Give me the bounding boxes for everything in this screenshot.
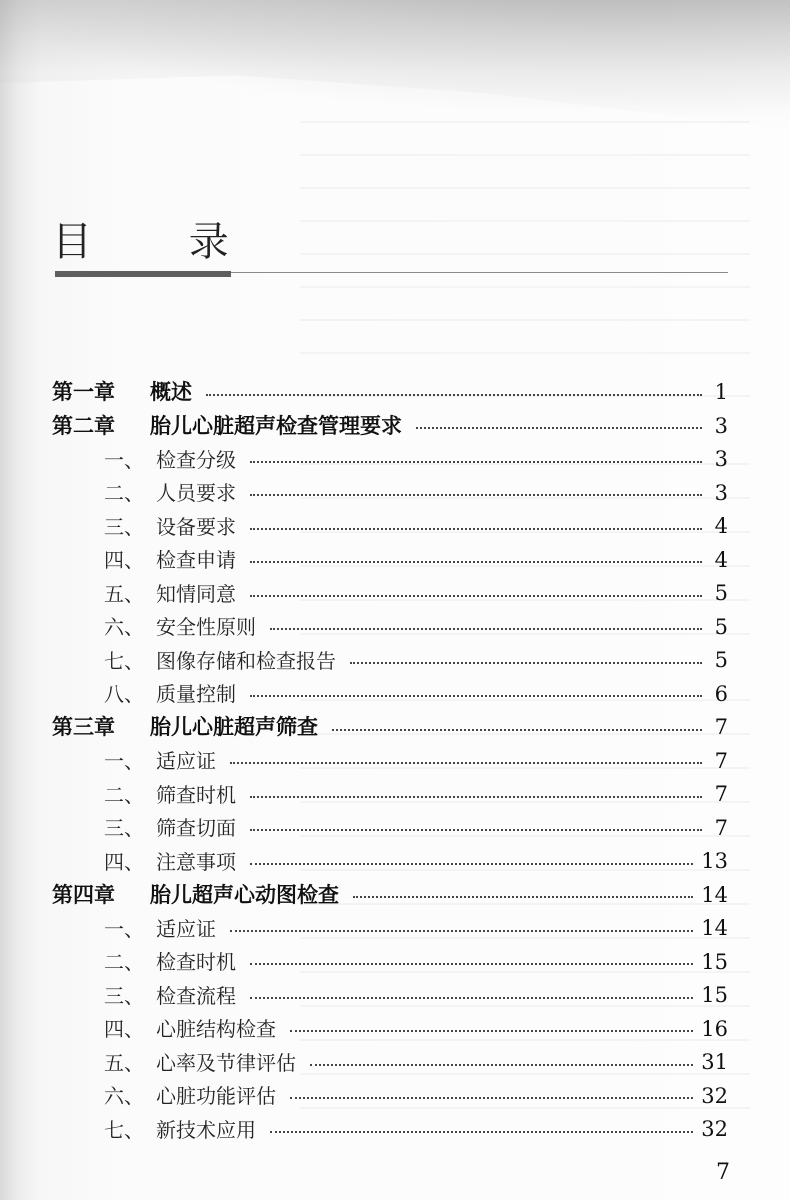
toc-entry[interactable]: [52, 745, 728, 779]
toc-entry[interactable]: [52, 477, 728, 511]
page-number: 13: [701, 849, 728, 874]
dot-leader: [290, 1097, 693, 1099]
page-number: 1: [714, 380, 728, 405]
page-folio: 7: [716, 1160, 730, 1185]
page-shadow: [0, 0, 790, 130]
section-title: 心脏结构检查: [156, 1017, 276, 1042]
dot-leader: [230, 930, 693, 932]
dot-leader: [250, 863, 693, 865]
chapter-title: 胎儿心脏超声检查管理要求: [150, 413, 402, 438]
section-title: 知情同意: [156, 581, 236, 606]
chapter-title: 概述: [150, 380, 192, 405]
toc-entry[interactable]: [52, 1113, 728, 1147]
page-number: 5: [714, 648, 728, 673]
page-number: 15: [701, 983, 728, 1008]
toc-entry[interactable]: [52, 410, 728, 444]
dot-leader: [250, 595, 702, 597]
toc-entry[interactable]: [52, 1013, 728, 1047]
chapter-number: 第二章: [52, 413, 115, 438]
page-number: 3: [714, 480, 728, 505]
chapter-title: 胎儿超声心动图检查: [150, 882, 339, 907]
section-title: 心脏功能评估: [156, 1084, 276, 1109]
section-number: 三、: [104, 816, 144, 841]
toc-entry[interactable]: [52, 376, 728, 410]
section-title: 新技术应用: [156, 1117, 256, 1142]
page-number: 7: [714, 782, 728, 807]
section-title: 质量控制: [156, 682, 236, 707]
section-number: 五、: [104, 1050, 144, 1075]
section-number: 七、: [104, 648, 144, 673]
dot-leader: [250, 461, 702, 463]
page-number: 3: [714, 413, 728, 438]
section-title: 心率及节律评估: [156, 1050, 296, 1075]
toc-entry[interactable]: [52, 912, 728, 946]
section-title: 筛查时机: [156, 782, 236, 807]
section-number: 二、: [104, 481, 144, 506]
dot-leader: [416, 427, 702, 429]
dot-leader: [250, 528, 702, 530]
section-number: 三、: [104, 983, 144, 1008]
section-number: 六、: [104, 615, 144, 640]
chapter-title: 胎儿心脏超声筛查: [150, 715, 318, 740]
dot-leader: [230, 762, 702, 764]
section-title: 设备要求: [156, 514, 236, 539]
title-rule: [231, 272, 728, 273]
chapter-number: 第一章: [52, 380, 115, 405]
dot-leader: [270, 628, 702, 630]
section-number: 八、: [104, 682, 144, 707]
toc-entry[interactable]: [52, 510, 728, 544]
chapter-number: 第三章: [52, 715, 115, 740]
table-of-contents: [52, 376, 728, 1147]
page-title: 目 录: [52, 219, 271, 265]
page-number: 14: [701, 916, 728, 941]
toc-entry[interactable]: [52, 879, 728, 913]
toc-entry[interactable]: [52, 644, 728, 678]
section-number: 一、: [104, 916, 144, 941]
section-number: 四、: [104, 548, 144, 573]
title-rule-accent: [55, 271, 231, 277]
page-number: 7: [714, 748, 728, 773]
toc-entry[interactable]: [52, 1080, 728, 1114]
section-number: 五、: [104, 581, 144, 606]
toc-entry[interactable]: [52, 812, 728, 846]
page-number: 7: [714, 715, 728, 740]
dot-leader: [290, 1030, 693, 1032]
dot-leader: [250, 997, 693, 999]
dot-leader: [250, 829, 702, 831]
toc-entry[interactable]: [52, 711, 728, 745]
section-title: 检查流程: [156, 983, 236, 1008]
section-number: 一、: [104, 749, 144, 774]
toc-entry[interactable]: [52, 577, 728, 611]
page-number: 5: [714, 614, 728, 639]
section-title: 检查分级: [156, 447, 236, 472]
section-title: 安全性原则: [156, 615, 256, 640]
toc-entry[interactable]: [52, 611, 728, 645]
section-title: 注意事项: [156, 849, 236, 874]
section-number: 四、: [104, 849, 144, 874]
section-title: 适应证: [156, 916, 216, 941]
dot-leader: [332, 729, 702, 731]
dot-leader: [250, 494, 702, 496]
page-number: 32: [701, 1117, 728, 1142]
page-number: 14: [701, 882, 728, 907]
section-number: 六、: [104, 1084, 144, 1109]
section-number: 四、: [104, 1017, 144, 1042]
section-title: 检查时机: [156, 950, 236, 975]
page-number: 7: [714, 815, 728, 840]
dot-leader: [250, 695, 702, 697]
section-title: 人员要求: [156, 481, 236, 506]
section-title: 检查申请: [156, 548, 236, 573]
page-number: 6: [714, 681, 728, 706]
toc-entry[interactable]: [52, 778, 728, 812]
section-number: 三、: [104, 514, 144, 539]
section-title: 图像存储和检查报告: [156, 648, 336, 673]
section-number: 七、: [104, 1117, 144, 1142]
toc-entry[interactable]: [52, 845, 728, 879]
dot-leader: [250, 963, 693, 965]
chapter-number: 第四章: [52, 882, 115, 907]
dot-leader: [310, 1064, 693, 1066]
dot-leader: [206, 394, 702, 396]
page-number: 15: [701, 949, 728, 974]
dot-leader: [250, 561, 702, 563]
page-number: 32: [701, 1083, 728, 1108]
toc-entry[interactable]: [52, 1046, 728, 1080]
page-number: 16: [701, 1016, 728, 1041]
section-number: 二、: [104, 950, 144, 975]
dot-leader: [353, 896, 693, 898]
toc-entry[interactable]: [52, 678, 728, 712]
section-title: 适应证: [156, 749, 216, 774]
dot-leader: [270, 1131, 693, 1133]
section-title: 筛查切面: [156, 816, 236, 841]
toc-entry[interactable]: [52, 979, 728, 1013]
dot-leader: [250, 796, 702, 798]
page-number: 31: [701, 1050, 728, 1075]
page-number: 3: [714, 447, 728, 472]
page-number: 4: [714, 547, 728, 572]
section-number: 一、: [104, 447, 144, 472]
dot-leader: [350, 662, 702, 664]
page-number: 5: [714, 581, 728, 606]
toc-entry[interactable]: [52, 544, 728, 578]
toc-entry[interactable]: [52, 443, 728, 477]
toc-entry[interactable]: [52, 946, 728, 980]
section-number: 二、: [104, 782, 144, 807]
page-number: 4: [714, 514, 728, 539]
